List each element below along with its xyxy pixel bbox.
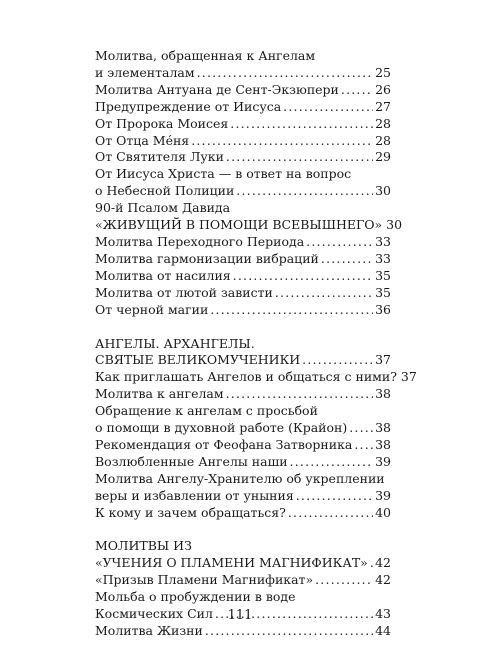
toc-entry-title: Возлюбленные Ангелы наши xyxy=(95,453,288,469)
toc-entry-title-line: Обращение к ангелам с просьбой xyxy=(95,403,318,419)
toc-entry-title: «ЖИВУЩИЙ В ПОМОЩИ ВСЕВЫШНЕГО» xyxy=(95,217,383,233)
toc-entry-title: От Пророка Моисея xyxy=(95,115,229,131)
toc-entry xyxy=(95,166,391,200)
toc-entry-row xyxy=(95,369,417,386)
toc-entry xyxy=(95,369,417,386)
dot-leader xyxy=(233,268,373,285)
toc-entry-title: Молитва от лютой зависти xyxy=(95,284,273,300)
toc-entry-row xyxy=(95,116,391,133)
toc-entry xyxy=(95,82,391,99)
toc-entry-row xyxy=(95,82,391,99)
toc-entry xyxy=(95,386,391,403)
toc-entry-title: Молитва Переходного Периода xyxy=(95,233,305,249)
toc-entry-page: 37 xyxy=(375,352,391,368)
toc-entry xyxy=(95,149,391,166)
toc-entry xyxy=(95,268,391,285)
toc-entry-title: Предупреждение от Иисуса xyxy=(95,98,282,114)
page-number: 111 xyxy=(227,608,253,623)
toc-entry-page: 30 xyxy=(386,217,403,233)
toc-entry-page: 42 xyxy=(375,555,391,571)
toc-section xyxy=(95,335,417,522)
toc-entry-page: 39 xyxy=(375,487,391,503)
toc-entry-row xyxy=(95,572,391,589)
toc-entry-row xyxy=(95,302,391,319)
toc-entry xyxy=(95,99,391,116)
toc-entry-page: 38 xyxy=(375,386,391,402)
toc-entry xyxy=(95,200,403,234)
toc-entry-title-line: От Иисуса Христа — в ответ на вопрос xyxy=(95,166,352,182)
toc-entry-row xyxy=(95,268,391,285)
section-gap xyxy=(95,319,391,336)
toc-entry-page: 42 xyxy=(375,572,391,588)
toc-entry-page: 44 xyxy=(375,623,391,638)
toc-entry-row xyxy=(95,352,391,369)
toc-entry-row xyxy=(95,65,391,82)
section-gap xyxy=(95,521,391,538)
toc-entry-page: 33 xyxy=(375,250,391,266)
toc-entry-page: 36 xyxy=(375,301,391,317)
toc-entry xyxy=(95,133,391,150)
toc-entry-row xyxy=(95,386,391,403)
toc-entry-title: СВЯТЫЕ ВЕЛИКОМУЧЕНИКИ xyxy=(95,352,301,368)
toc-entry-title: веры и избавлении от уныния xyxy=(95,487,294,503)
toc-entry xyxy=(95,471,391,505)
toc-entry-row xyxy=(95,488,391,505)
toc-entry-title: К кому и зачем обращаться? xyxy=(95,504,286,520)
toc-entry-page: 35 xyxy=(375,284,391,300)
toc-entry-page: 33 xyxy=(375,233,391,249)
dot-leader xyxy=(315,572,373,589)
toc-entry-row xyxy=(95,555,391,572)
toc-entry xyxy=(95,251,391,268)
dot-leader xyxy=(226,149,373,166)
dot-leader xyxy=(370,555,373,572)
toc-section xyxy=(95,48,403,319)
toc-entry-page: 39 xyxy=(375,453,391,469)
toc-entry-title-line: МОЛИТВЫ ИЗ xyxy=(95,538,192,554)
toc-entry-title: Рекомендация от Феофана Затворника xyxy=(95,436,353,452)
toc-entry-title: «Призыв Пламени Магнификат» xyxy=(95,572,314,588)
dot-leader xyxy=(283,99,373,116)
toc-entry-title: и элементалам xyxy=(95,64,195,80)
toc-entry-page: 28 xyxy=(375,115,391,131)
toc-entry-title: Как приглашать Ангелов и общаться с ними? xyxy=(95,369,397,385)
toc-entry xyxy=(95,336,391,370)
toc-entry xyxy=(95,437,391,454)
dot-leader xyxy=(275,285,373,302)
toc-entry-title-line: Мольба о пробуждении в воде xyxy=(95,589,296,605)
toc-entry-row xyxy=(95,99,391,116)
toc-entry xyxy=(95,572,391,589)
dot-leader xyxy=(210,302,373,319)
toc-entry xyxy=(95,285,391,302)
toc-entry-row xyxy=(95,285,391,302)
toc-entry xyxy=(95,48,391,82)
dot-leader xyxy=(354,437,373,454)
toc-entry-title: Молитва от насилия xyxy=(95,267,231,283)
dot-leader xyxy=(302,352,373,369)
dot-leader xyxy=(205,623,373,640)
toc-entry-title: Молитва к ангелам xyxy=(95,386,224,402)
toc-entry-title-line: Молитва, обращенная к Ангелам xyxy=(95,48,316,63)
dot-leader xyxy=(321,251,373,268)
toc-entry-page: 28 xyxy=(375,132,391,148)
toc-entry-title: Молитва Жизни xyxy=(95,623,203,638)
toc-entry-row xyxy=(95,217,403,234)
dot-leader xyxy=(290,454,374,471)
toc-entry-title: о Небесной Полиции xyxy=(95,183,235,199)
toc-entry-row xyxy=(95,420,391,437)
toc-entry-row xyxy=(95,505,391,522)
dot-leader xyxy=(236,183,373,200)
toc-entry-page: 38 xyxy=(375,436,391,452)
toc-entry-row xyxy=(95,251,391,268)
toc-entry xyxy=(95,234,391,251)
toc-entry-title: От Святителя Луки xyxy=(95,149,224,165)
dot-leader xyxy=(230,116,373,133)
toc-entry xyxy=(95,623,391,640)
toc-entry-title: «УЧЕНИЯ О ПЛАМЕНИ МАГНИФИКАТ» xyxy=(95,555,368,571)
dot-leader xyxy=(197,65,374,82)
toc-entry-title: Молитва гармонизации вибраций xyxy=(95,250,319,266)
toc-entry xyxy=(95,505,391,522)
toc-entry-title-line: АНГЕЛЫ. АРХАНГЕЛЫ. xyxy=(95,335,255,351)
toc-entry-row xyxy=(95,133,391,150)
toc-entry-title: о помощи в духовной работе (Крайон) xyxy=(95,420,348,436)
toc-entry-title-line: Молитва Ангелу-Хранителю об укреплении xyxy=(95,470,385,486)
toc-entry-row xyxy=(95,454,391,471)
toc-entry-page: 43 xyxy=(375,606,391,622)
dot-leader xyxy=(349,420,373,437)
toc-entry-page: 37 xyxy=(400,369,417,385)
toc-entry-page: 29 xyxy=(375,149,391,165)
toc-entry-page: 40 xyxy=(375,504,391,520)
toc-entry xyxy=(95,454,391,471)
toc-entry xyxy=(95,116,391,133)
dot-leader xyxy=(296,488,373,505)
toc-entry-page: 26 xyxy=(375,81,391,97)
toc-entry-page: 38 xyxy=(375,420,391,436)
toc-entry-title-line: 90-й Псалом Давида xyxy=(95,200,231,216)
toc-entry-row xyxy=(95,623,391,640)
toc-entry xyxy=(95,403,391,437)
dot-leader xyxy=(288,505,373,522)
dot-leader xyxy=(341,82,373,99)
toc-entry-title: От Отца Мéня xyxy=(95,132,190,148)
toc-entry xyxy=(95,538,391,572)
dot-leader xyxy=(226,386,373,403)
toc-entry-page: 35 xyxy=(375,267,391,283)
dot-leader xyxy=(191,133,373,150)
toc-section xyxy=(95,538,391,639)
toc-entry-page: 30 xyxy=(375,183,391,199)
toc-entry-title: Молитва Антуана де Сент-Экзюпери xyxy=(95,81,339,97)
dot-leader xyxy=(306,234,373,251)
toc-entry-row xyxy=(95,437,391,454)
toc-entry-title: От черной магии xyxy=(95,301,209,317)
toc-entry-title: Космических Сил xyxy=(95,606,213,622)
toc-entry-row xyxy=(95,234,391,251)
toc-entry-row xyxy=(95,183,391,200)
toc-entry-row xyxy=(95,149,391,166)
toc-entry xyxy=(95,302,391,319)
toc-entry-page: 25 xyxy=(375,64,391,80)
toc-entry-page: 27 xyxy=(375,98,391,114)
table-of-contents xyxy=(95,48,417,640)
